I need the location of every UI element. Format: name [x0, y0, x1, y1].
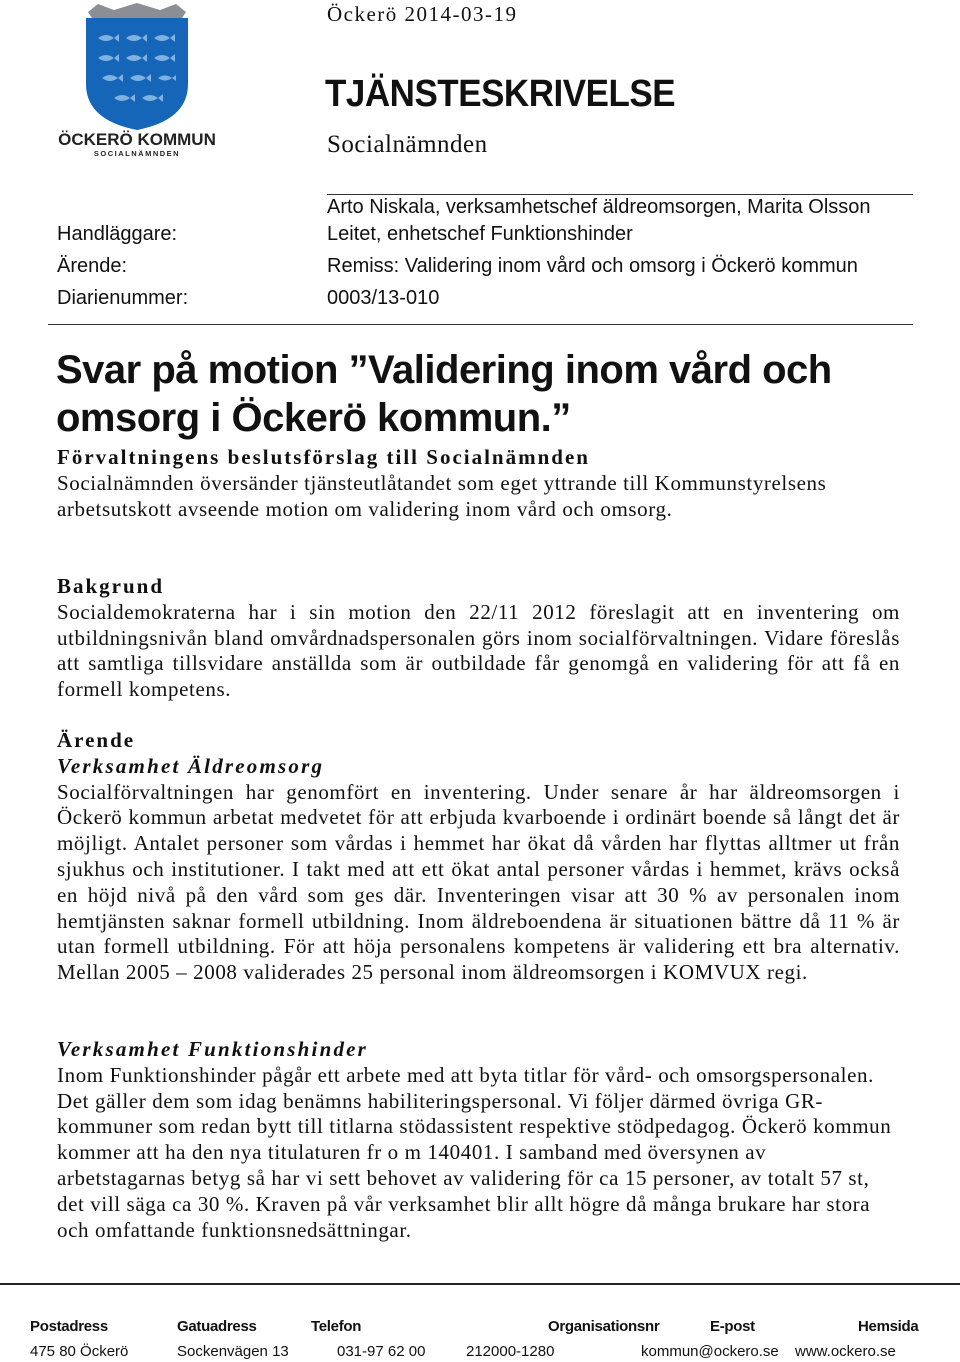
background-section	[57, 574, 900, 703]
proposal-text: Socialnämnden översänder tjänsteutlåtandet som eget yttrande till Kommunstyrelsens arbetsutskott avseende motion om validering inom vård och omsorg.	[57, 470, 827, 521]
handler-line1-clip	[327, 196, 913, 222]
footer-org-label: Organisationsnr	[548, 1318, 660, 1335]
footer-postal-value: 475 80 Öckerö	[30, 1343, 129, 1360]
document-date: Öckerö 2014-03-19	[327, 2, 518, 26]
matter-heading: Ärende	[57, 728, 136, 752]
background-heading: Bakgrund	[57, 574, 165, 598]
matter-label: Ärende:	[57, 255, 128, 277]
diary-label: Diarienummer:	[57, 287, 189, 309]
handler-value-line1: Arto Niskala, verksamhetschef äldreomsorgen, Marita Olsson	[327, 196, 871, 218]
logo-subtitle: SOCIALNÄMNDEN	[93, 149, 181, 158]
footer-postal-label: Postadress	[30, 1318, 108, 1335]
municipality-logo	[58, 2, 216, 158]
board-name: Socialnämnden	[327, 131, 488, 158]
matter-value: Remiss: Validering inom vård och omsorg i Öckerö kommun	[327, 255, 858, 277]
footer-phone-value: 031-97 62 00	[337, 1343, 426, 1360]
footer-web-label: Hemsida	[858, 1318, 919, 1335]
footer-org-value: 212000-1280	[466, 1343, 555, 1360]
diary-value: 0003/13-010	[327, 287, 440, 309]
matter-section	[57, 728, 900, 986]
disability-heading: Verksamhet Funktionshinder	[57, 1037, 369, 1061]
footer-email-label: E-post	[710, 1318, 755, 1335]
proposal-section	[57, 445, 900, 522]
disability-text: Inom Funktionshinder pågår ett arbete med att byta titlar för vård- och omsorgspersonalen. Det gäller dem som idag benämns habiliteringspersonal. Vi följer därmed övriga GR-kommuner som redan bytt till titlarna stödassistent respektive stödpedagog. Öckerö kommun kommer att ha den nya titulaturen fr o m 140401. I samband med översynen av arbetstagarnas betyg så har vi sett behovet av validering för ca 15 personer, av totalt 57 st, det vill säga ca 30 %. Kraven på vår verksamhet blir allt högre då många brukare har stora och omfattande funktionsnedsättningar.	[57, 1062, 892, 1242]
document-type: TJÄNSTESKRIVELSE	[325, 73, 676, 115]
disability-section	[57, 1037, 900, 1243]
handler-value-line2: Leitet, enhetschef Funktionshinder	[327, 223, 633, 245]
footer-street-value: Sockenvägen 13	[177, 1343, 289, 1360]
handler-label: Handläggare:	[57, 223, 178, 245]
elderly-heading: Verksamhet Äldreomsorg	[57, 753, 325, 778]
elderly-text: Socialförvaltningen har genomfört en inventering. Under senare år har äldreomsorgen i Öckerö kommun arbetat medvetet för att erbjuda kvarboende i ordinärt boende så långt det är möjligt. Antalet personer som vårdas i hemmet har ökat då vården har flyttas alltmer ut från sjukhus och institutioner. I takt med att ett ökat antal personer vårdas i hemmet, krävs också en höjd nivå på den vård som ges där. Inventeringen visar att 30 % av personalen inom hemtjänsten saknar formell utbildning. Inom äldreboendena är situationen bättre då 11 % är utan formell utbildning. För att höja personalens kompetens är validering ett bra alternativ. Mellan 2005 – 2008 validerades 25 personal inom äldreomsorgen i KOMVUX regi.	[57, 779, 900, 985]
footer-email-link[interactable]: kommun@ockero.se	[641, 1343, 779, 1360]
meta-divider	[48, 324, 913, 325]
document-title: Svar på motion ”Validering inom vård och omsorg i Öckerö kommun.”	[56, 348, 832, 440]
footer-divider	[0, 1283, 960, 1285]
footer-phone-label: Telefon	[311, 1318, 362, 1335]
footer-street-label: Gatuadress	[177, 1318, 257, 1335]
background-text: Socialdemokraterna har i sin motion den 22/11 2012 föreslagit att en inventering om utbildningsnivån bland omvårdnadspersonalen görs inom socialförvaltningen. Vidare föreslås att samtliga tillsvidare anställda som är outbildade får genomgå en validering för att få en formell kompetens.	[57, 599, 900, 702]
coat-of-arms-icon	[58, 2, 216, 158]
logo-name: ÖCKERÖ KOMMUN	[58, 130, 216, 149]
proposal-heading: Förvaltningens beslutsförslag till Socialnämnden	[57, 445, 590, 469]
header-divider	[327, 194, 913, 195]
footer-web-link[interactable]: www.ockero.se	[795, 1343, 896, 1360]
